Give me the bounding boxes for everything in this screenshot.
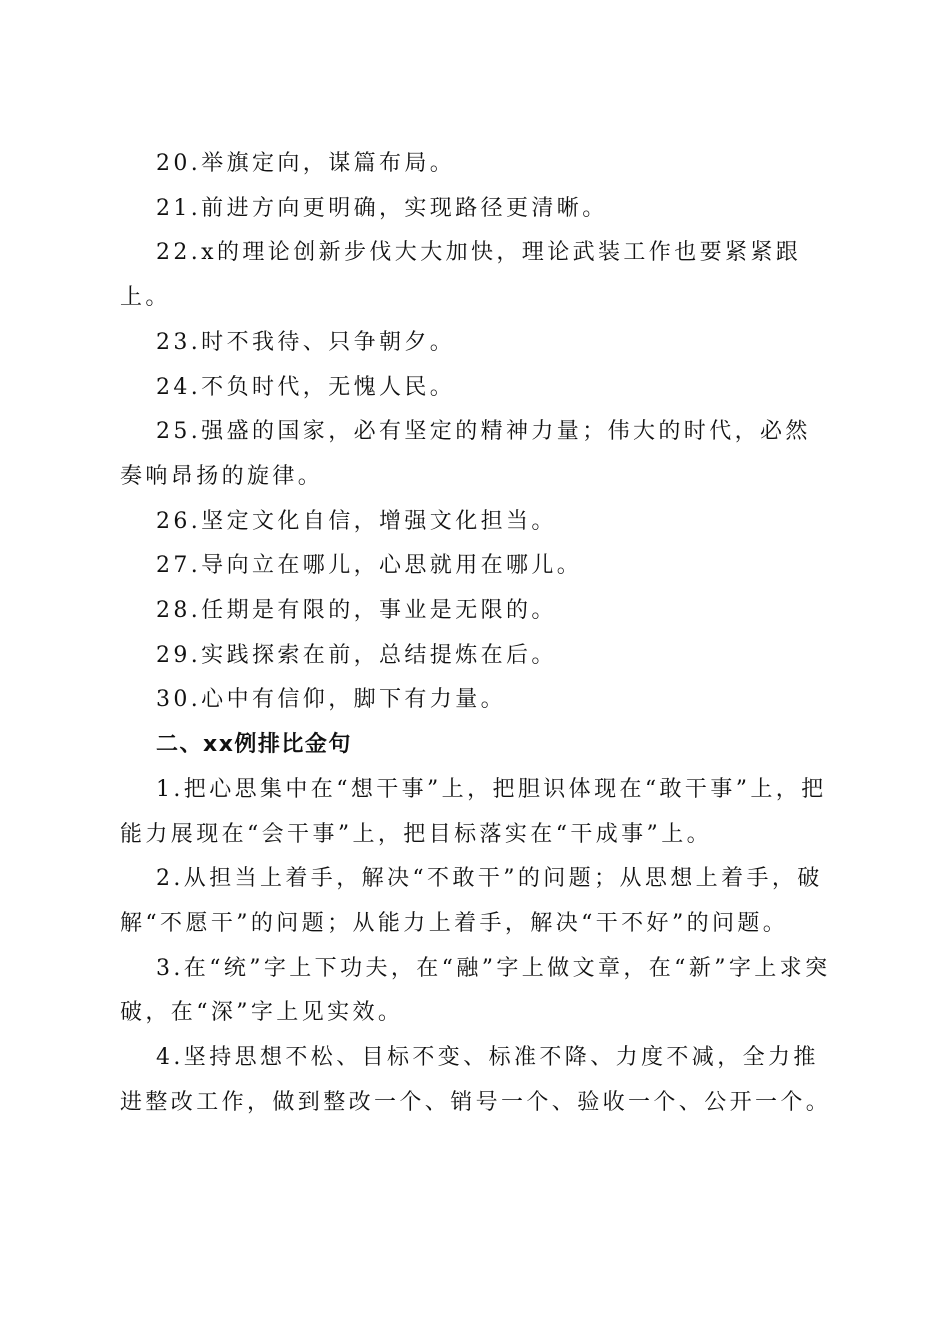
list-item: 28.任期是有限的，事业是无限的。 <box>156 598 557 624</box>
list-item: 22.x的理论创新步伐大大加快，理论武装工作也要紧紧跟上。 <box>120 240 802 311</box>
list-item: 23.时不我待、只争朝夕。 <box>156 329 456 355</box>
list-item: 21.前进方向更明确，实现路径更清晰。 <box>156 195 608 221</box>
list-item: 1.把心思集中在“想干事”上，把胆识体现在“敢干事”上，把能力展现在“会干事”上，把目标落实在“干成事”上。 <box>120 776 827 847</box>
list-item: 26.坚定文化自信，增强文化担当。 <box>156 508 557 534</box>
list-item: 25.强盛的国家，必有坚定的精神力量；伟大的时代，必然奏响昂扬的旋律。 <box>120 419 811 489</box>
list-item: 2.从担当上着手，解决“不敢干”的问题；从思想上着手，破解“不愿干”的问题；从能力上着手，解决“干不好”的问题。 <box>120 866 823 936</box>
list-item: 20.举旗定向，谋篇布局。 <box>156 151 456 176</box>
list-item: 4.坚持思想不松、目标不变、标准不降、力度不减，全力推进整改工作，做到整改一个、销号一个、验收一个、公开一个。 <box>120 1045 832 1115</box>
list-item: 27.导向立在哪儿，心思就用在哪儿。 <box>156 553 583 579</box>
list-item: 30.心中有信仰，脚下有力量。 <box>156 687 506 713</box>
document-body <box>120 142 832 1125</box>
section-heading: 二、xx例排比金句 <box>156 732 352 758</box>
list-item: 3.在“统”字上下功夫，在“融”字上做文章，在“新”字上求突破，在“深”字上见实效。 <box>120 955 831 1026</box>
list-item: 24.不负时代，无愧人民。 <box>156 374 456 400</box>
list-item: 29.实践探索在前，总结提炼在后。 <box>156 642 557 668</box>
